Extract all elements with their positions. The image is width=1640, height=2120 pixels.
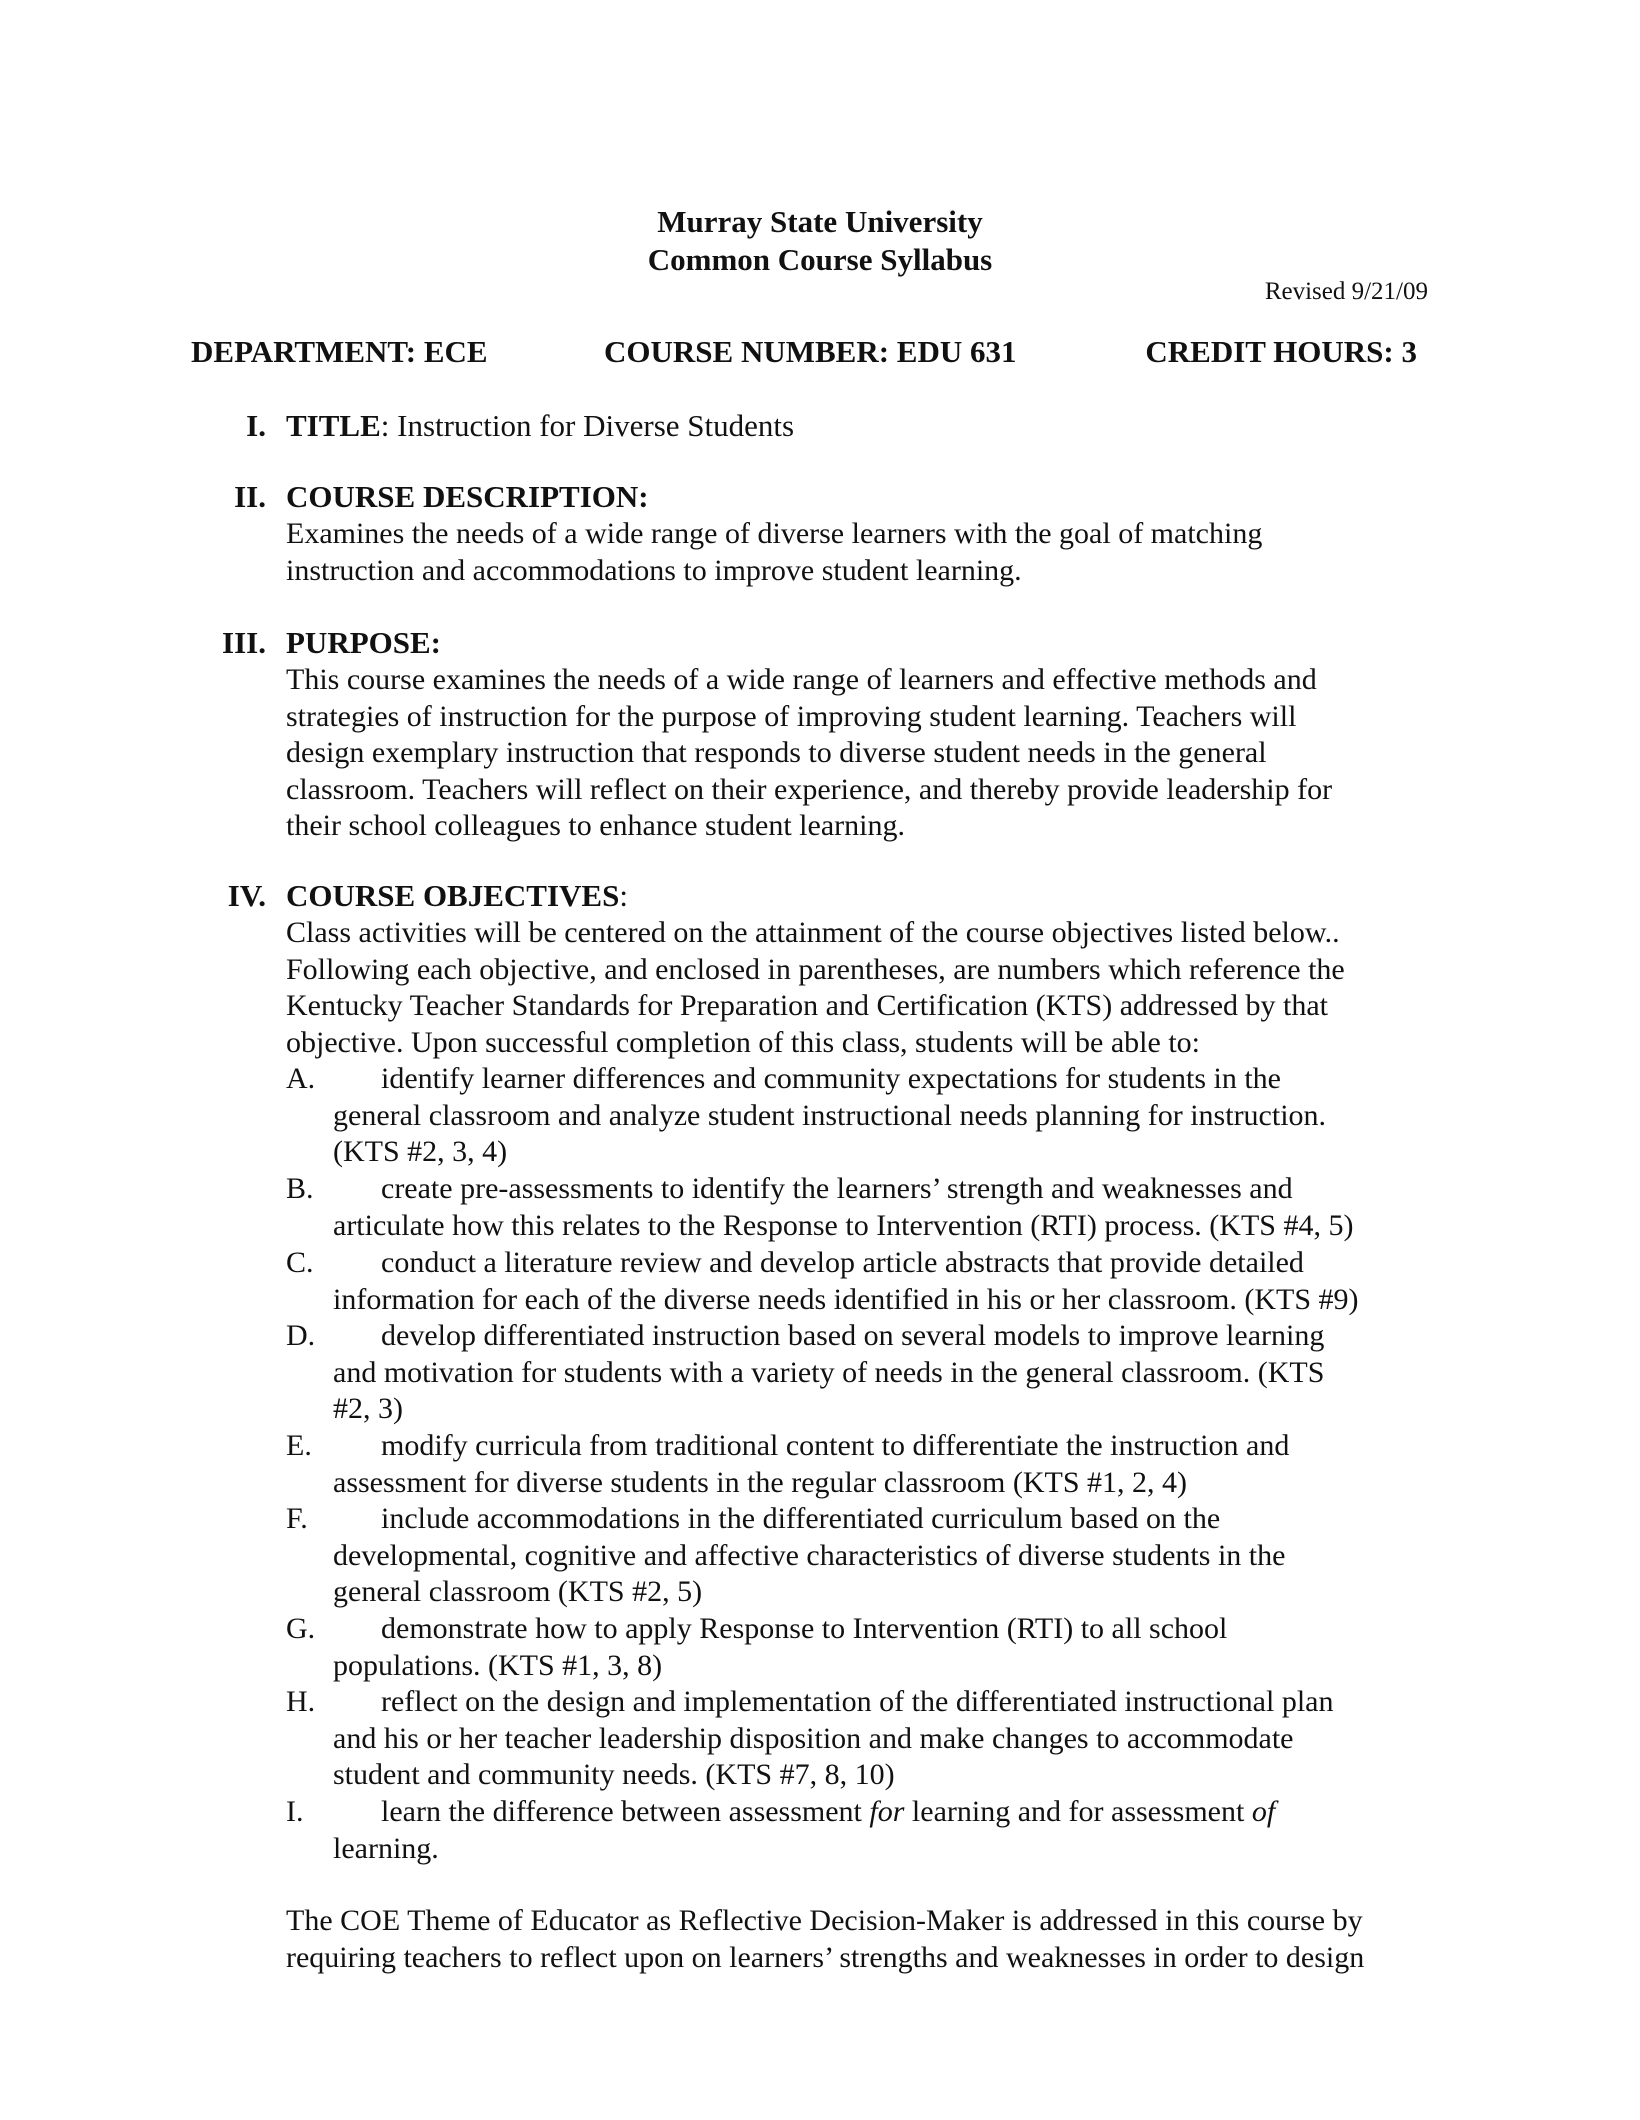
section-number-title: I.	[246, 408, 266, 443]
objective-item	[333, 1794, 1275, 1867]
department: DEPARTMENT: ECE	[191, 334, 488, 369]
section-purpose-heading	[286, 625, 441, 661]
objective-line: assessment for diverse students in the regular classroom (KTS #1, 2, 4)	[333, 1465, 1187, 1499]
description-line: instruction and accommodations to improve student learning.	[286, 553, 1022, 587]
objective-item	[333, 1501, 1285, 1611]
section-title	[286, 408, 794, 444]
objective-item	[333, 1428, 1289, 1501]
objective-line: developmental, cognitive and affective characteristics of diverse students in the	[333, 1538, 1286, 1572]
objective-letter: E.	[286, 1429, 312, 1462]
coe-theme-line: requiring teachers to reflect upon on learners’ strengths and weaknesses in order to design	[286, 1940, 1365, 1974]
objectives-intro-line: Class activities will be centered on the attainment of the course objectives listed below..	[286, 916, 1340, 949]
credit-hours: CREDIT HOURS: 3	[1145, 334, 1417, 369]
objective-item	[333, 1061, 1326, 1171]
description-text	[286, 516, 1436, 589]
title-sep: :	[380, 408, 398, 443]
objective-letter: A.	[286, 1062, 316, 1095]
objectives-sep: :	[619, 878, 628, 913]
objective-item	[333, 1684, 1333, 1794]
objective-item	[333, 1318, 1324, 1428]
objective-line: learning.	[333, 1831, 439, 1865]
purpose-text	[286, 662, 1436, 845]
purpose-line: classroom. Teachers will reflect on their experience, and thereby provide leadership for	[286, 772, 1333, 806]
purpose-line: their school colleagues to enhance student learning.	[286, 809, 905, 842]
section-number-objectives: IV.	[227, 878, 266, 913]
objectives-label: COURSE OBJECTIVES	[286, 878, 620, 913]
objective-line: populations. (KTS #1, 3, 8)	[333, 1648, 663, 1682]
description-label: COURSE DESCRIPTION:	[286, 479, 649, 514]
objective-letter: I.	[286, 1795, 304, 1828]
objective-line: and motivation for students with a variety of needs in the general classroom. (KTS	[333, 1355, 1325, 1389]
objective-letter: C.	[286, 1246, 314, 1279]
coe-theme-text	[286, 1903, 1436, 1976]
purpose-line: design exemplary instruction that responds to diverse student needs in the general	[286, 736, 1267, 769]
section-number-purpose: III.	[222, 625, 266, 660]
objective-line: (KTS #2, 3, 4)	[333, 1135, 508, 1168]
syllabus-title: Common Course Syllabus	[647, 242, 993, 277]
emphasis-for: for	[869, 1795, 905, 1828]
objective-line: articulate how this relates to the Response to Intervention (RTI) process. (KTS #4, 5)	[333, 1208, 1354, 1242]
objective-line: reflect on the design and implementation of the differentiated instructional plan	[381, 1685, 1334, 1718]
objective-item	[333, 1171, 1353, 1244]
objective-line: identify learner differences and community expectations for students in the	[381, 1062, 1281, 1095]
objective-line: create pre-assessments to identify the learners’ strength and weaknesses and	[381, 1172, 1293, 1205]
objective-letter: G.	[286, 1612, 316, 1645]
section-objectives-heading	[286, 878, 628, 914]
objective-letter: B.	[286, 1172, 314, 1205]
objective-line: general classroom and analyze student instructional needs planning for instruction.	[333, 1098, 1327, 1132]
objective-line: general classroom (KTS #2, 5)	[333, 1575, 703, 1608]
university-name: Murray State University	[657, 204, 983, 239]
objective-letter: F.	[286, 1502, 308, 1535]
objective-line: modify curricula from traditional content to differentiate the instruction and	[381, 1429, 1290, 1462]
objective-item	[333, 1611, 1227, 1684]
purpose-line: This course examines the needs of a wide range of learners and effective methods and	[286, 663, 1317, 696]
objectives-intro	[286, 915, 1436, 1061]
objective-i-text-1: learn the difference between assessment	[381, 1795, 870, 1828]
course-number: COURSE NUMBER: EDU 631	[604, 334, 1017, 369]
objective-line: demonstrate how to apply Response to Intervention (RTI) to all school	[381, 1612, 1228, 1645]
objective-letter: D.	[286, 1319, 316, 1352]
objectives-intro-line: Kentucky Teacher Standards for Preparation and Certification (KTS) addressed by that	[286, 989, 1329, 1022]
section-description-heading	[286, 479, 649, 515]
objective-line: develop differentiated instruction based on several models to improve learning	[381, 1319, 1325, 1352]
emphasis-of: of	[1251, 1795, 1276, 1828]
objective-line: information for each of the diverse needs identified in his or her classroom. (KTS #9)	[333, 1282, 1359, 1316]
purpose-line: strategies of instruction for the purpose of improving student learning. Teachers will	[286, 699, 1297, 733]
objective-line	[333, 1794, 1275, 1831]
objective-line: #2, 3)	[333, 1392, 403, 1425]
objective-i-text-2: learning and for assessment	[904, 1795, 1252, 1828]
section-number-description: II.	[234, 479, 266, 514]
objectives-intro-line: objective. Upon successful completion of this class, students will be able to:	[286, 1025, 1200, 1059]
title-label: TITLE	[286, 408, 381, 443]
objective-line: include accommodations in the differentiated curriculum based on the	[381, 1502, 1221, 1535]
objective-line: conduct a literature review and develop article abstracts that provide detailed	[381, 1246, 1304, 1279]
objective-item	[333, 1245, 1359, 1318]
objective-line: and his or her teacher leadership disposition and make changes to accommodate	[333, 1721, 1294, 1755]
objective-letter: H.	[286, 1685, 316, 1718]
objectives-intro-line: Following each objective, and enclosed in parentheses, are numbers which reference the	[286, 952, 1345, 986]
purpose-label: PURPOSE:	[286, 625, 441, 660]
description-line: Examines the needs of a wide range of diverse learners with the goal of matching	[286, 517, 1263, 550]
revised-date: Revised 9/21/09	[1264, 278, 1428, 305]
coe-theme-line: The COE Theme of Educator as Reflective Decision-Maker is addressed in this course by	[286, 1904, 1363, 1937]
objective-line: student and community needs. (KTS #7, 8, 10)	[333, 1758, 895, 1791]
course-title: Instruction for Diverse Students	[397, 408, 795, 443]
